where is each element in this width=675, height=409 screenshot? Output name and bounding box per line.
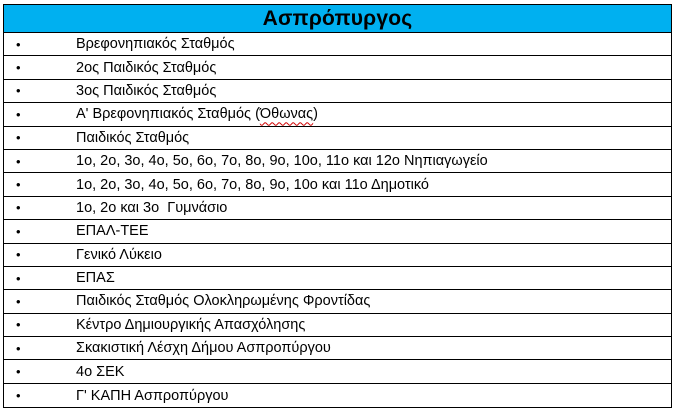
table-row [4,56,671,79]
table-row [4,314,671,337]
row-text: 4ο ΣΕΚ [76,363,125,380]
bullet-cell [4,220,46,242]
row-label [46,384,671,407]
table-row [4,244,671,267]
bullet-cell [4,314,46,336]
facilities-table [3,4,672,408]
row-text: Γενικό Λύκειο [76,246,162,263]
bullet-icon: • [16,270,21,286]
bullet-icon: • [16,223,21,239]
bullet-cell [4,173,46,195]
row-text: 1ο, 2ο, 3ο, 4ο, 5ο, 6ο, 7ο, 8ο, 9ο, 10ο και 11ο Δημοτικό [76,176,429,193]
row-label [46,267,671,289]
bullet-icon: • [16,130,21,146]
bullet-cell [4,197,46,219]
bullet-cell [4,103,46,125]
bullet-cell [4,127,46,149]
row-text: Γ' ΚΑΠΗ Ασπροπύργου [76,387,229,404]
row-label [46,360,671,382]
row-text: Παιδικός Σταθμός [76,129,190,146]
bullet-cell [4,56,46,78]
row-label [46,244,671,266]
table-row [4,360,671,383]
row-label [46,314,671,336]
row-label [46,290,671,312]
row-label [46,220,671,242]
table-header [4,5,671,33]
bullet-icon: • [16,200,21,216]
bullet-cell [4,360,46,382]
row-label [46,337,671,359]
table-row [4,384,671,407]
bullet-cell [4,290,46,312]
bullet-cell [4,150,46,172]
row-text: 2ος Παιδικός Σταθμός [76,59,217,76]
bullet-icon: • [16,293,21,309]
table-row [4,337,671,360]
bullet-icon: • [16,388,21,404]
bullet-icon: • [16,340,21,356]
bullet-icon: • [16,60,21,76]
bullet-icon: • [16,153,21,169]
table-title: Ασπρόπυργος [262,6,413,30]
row-text: ΕΠΑΛ-ΤΕΕ [76,223,149,240]
row-text: Παιδικός Σταθμός Ολοκληρωμένης Φροντίδας [76,293,371,310]
bullet-icon: • [16,247,21,263]
row-text-spellcheck-marked: Όθωνας [259,106,314,123]
table-row [4,80,671,103]
row-label [46,56,671,78]
row-label [46,103,671,125]
row-text: ΕΠΑΣ [76,270,115,287]
row-label [46,150,671,172]
row-text: 1ο, 2ο και 3ο Γυμνάσιο [76,199,228,216]
bullet-cell [4,267,46,289]
row-text: 1ο, 2ο, 3ο, 4ο, 5ο, 6ο, 7ο, 8ο, 9ο, 10ο, 11ο και 12ο Νηπιαγωγείο [76,153,488,170]
bullet-icon: • [16,106,21,122]
row-label [46,127,671,149]
row-label [46,173,671,195]
row-text: Βρεφονηπιακός Σταθμός [76,36,235,53]
table-row [4,220,671,243]
bullet-cell [4,244,46,266]
bullet-icon: • [16,317,21,333]
row-text: 3ος Παιδικός Σταθμός [76,82,217,99]
table-row [4,33,671,56]
row-text-suffix: ) [313,106,318,123]
table-row [4,173,671,196]
table-row [4,103,671,126]
table-row [4,290,671,313]
table-row [4,150,671,173]
bullet-cell [4,33,46,55]
bullet-icon: • [16,36,21,52]
row-label [46,197,671,219]
row-text: Σκακιστική Λέσχη Δήμου Ασπροπύργου [76,340,331,357]
bullet-icon: • [16,83,21,99]
row-label [46,33,671,55]
bullet-cell [4,337,46,359]
table-row [4,197,671,220]
bullet-icon: • [16,177,21,193]
bullet-icon: • [16,364,21,380]
table-body [4,33,671,407]
row-text: Α' Βρεφονηπιακός Σταθμός ( [76,106,260,123]
row-text: Κέντρο Δημιουργικής Απασχόλησης [76,316,306,333]
table-row [4,267,671,290]
row-label [46,80,671,102]
bullet-cell [4,384,46,407]
table-row [4,127,671,150]
bullet-cell [4,80,46,102]
